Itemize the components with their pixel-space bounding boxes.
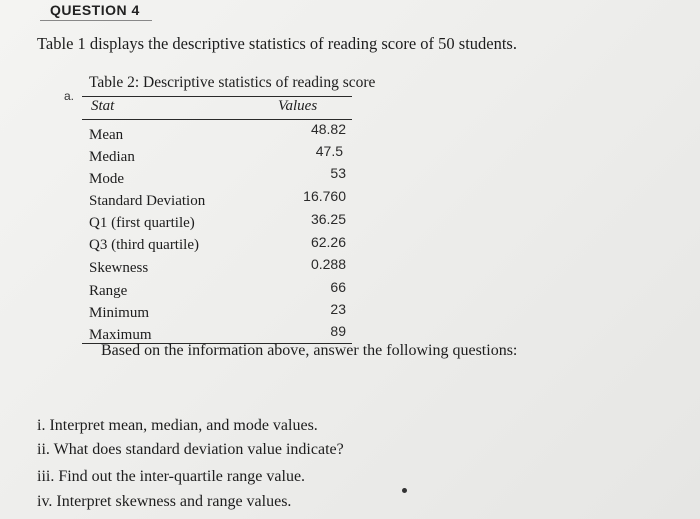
- stat-label: Mode: [89, 171, 124, 187]
- stat-value: 66: [330, 279, 346, 295]
- stat-label: Standard Deviation: [89, 193, 206, 209]
- list-item: ii. What does standard deviation value indicate?: [37, 441, 344, 458]
- stray-dot-mark: [402, 488, 407, 493]
- question-heading: QUESTION 4: [50, 2, 140, 18]
- list-item: i. Interpret mean, median, and mode values.: [37, 417, 318, 434]
- stat-label: Q1 (first quartile): [89, 215, 195, 231]
- followup-text: Based on the information above, answer the following questions:: [101, 342, 518, 359]
- table-header-rule: [82, 119, 352, 120]
- stat-label: Minimum: [89, 305, 150, 321]
- stat-value: 23: [330, 301, 346, 317]
- stat-label: Range: [89, 283, 128, 299]
- stat-label: Maximum: [89, 327, 152, 343]
- stat-value: 16.760: [303, 188, 346, 204]
- stat-value: 0.288: [310, 256, 346, 272]
- stat-value: 48.82: [310, 121, 346, 137]
- stat-value: 62.26: [310, 234, 346, 250]
- column-header-values: Values: [278, 98, 318, 114]
- stat-label: Skewness: [89, 260, 149, 276]
- stat-value: 89: [330, 323, 346, 339]
- stat-label: Mean: [89, 127, 124, 143]
- intro-text: Table 1 displays the descriptive statistics of reading score of 50 students.: [37, 34, 517, 53]
- part-label: a.: [64, 89, 75, 103]
- table-caption: Table 2: Descriptive statistics of reading score: [89, 74, 376, 91]
- list-item: iv. Interpret skewness and range values.: [37, 493, 292, 510]
- stat-value: 53: [330, 165, 346, 181]
- stat-value: 36.25: [310, 211, 346, 227]
- heading-underline: [40, 20, 152, 21]
- table-top-rule: [82, 96, 352, 97]
- list-item: iii. Find out the inter-quartile range value.: [37, 468, 306, 485]
- stat-label: Median: [89, 149, 135, 165]
- stat-value: 47.5: [315, 143, 343, 159]
- column-header-stat: Stat: [91, 98, 115, 114]
- stat-label: Q3 (third quartile): [89, 237, 199, 253]
